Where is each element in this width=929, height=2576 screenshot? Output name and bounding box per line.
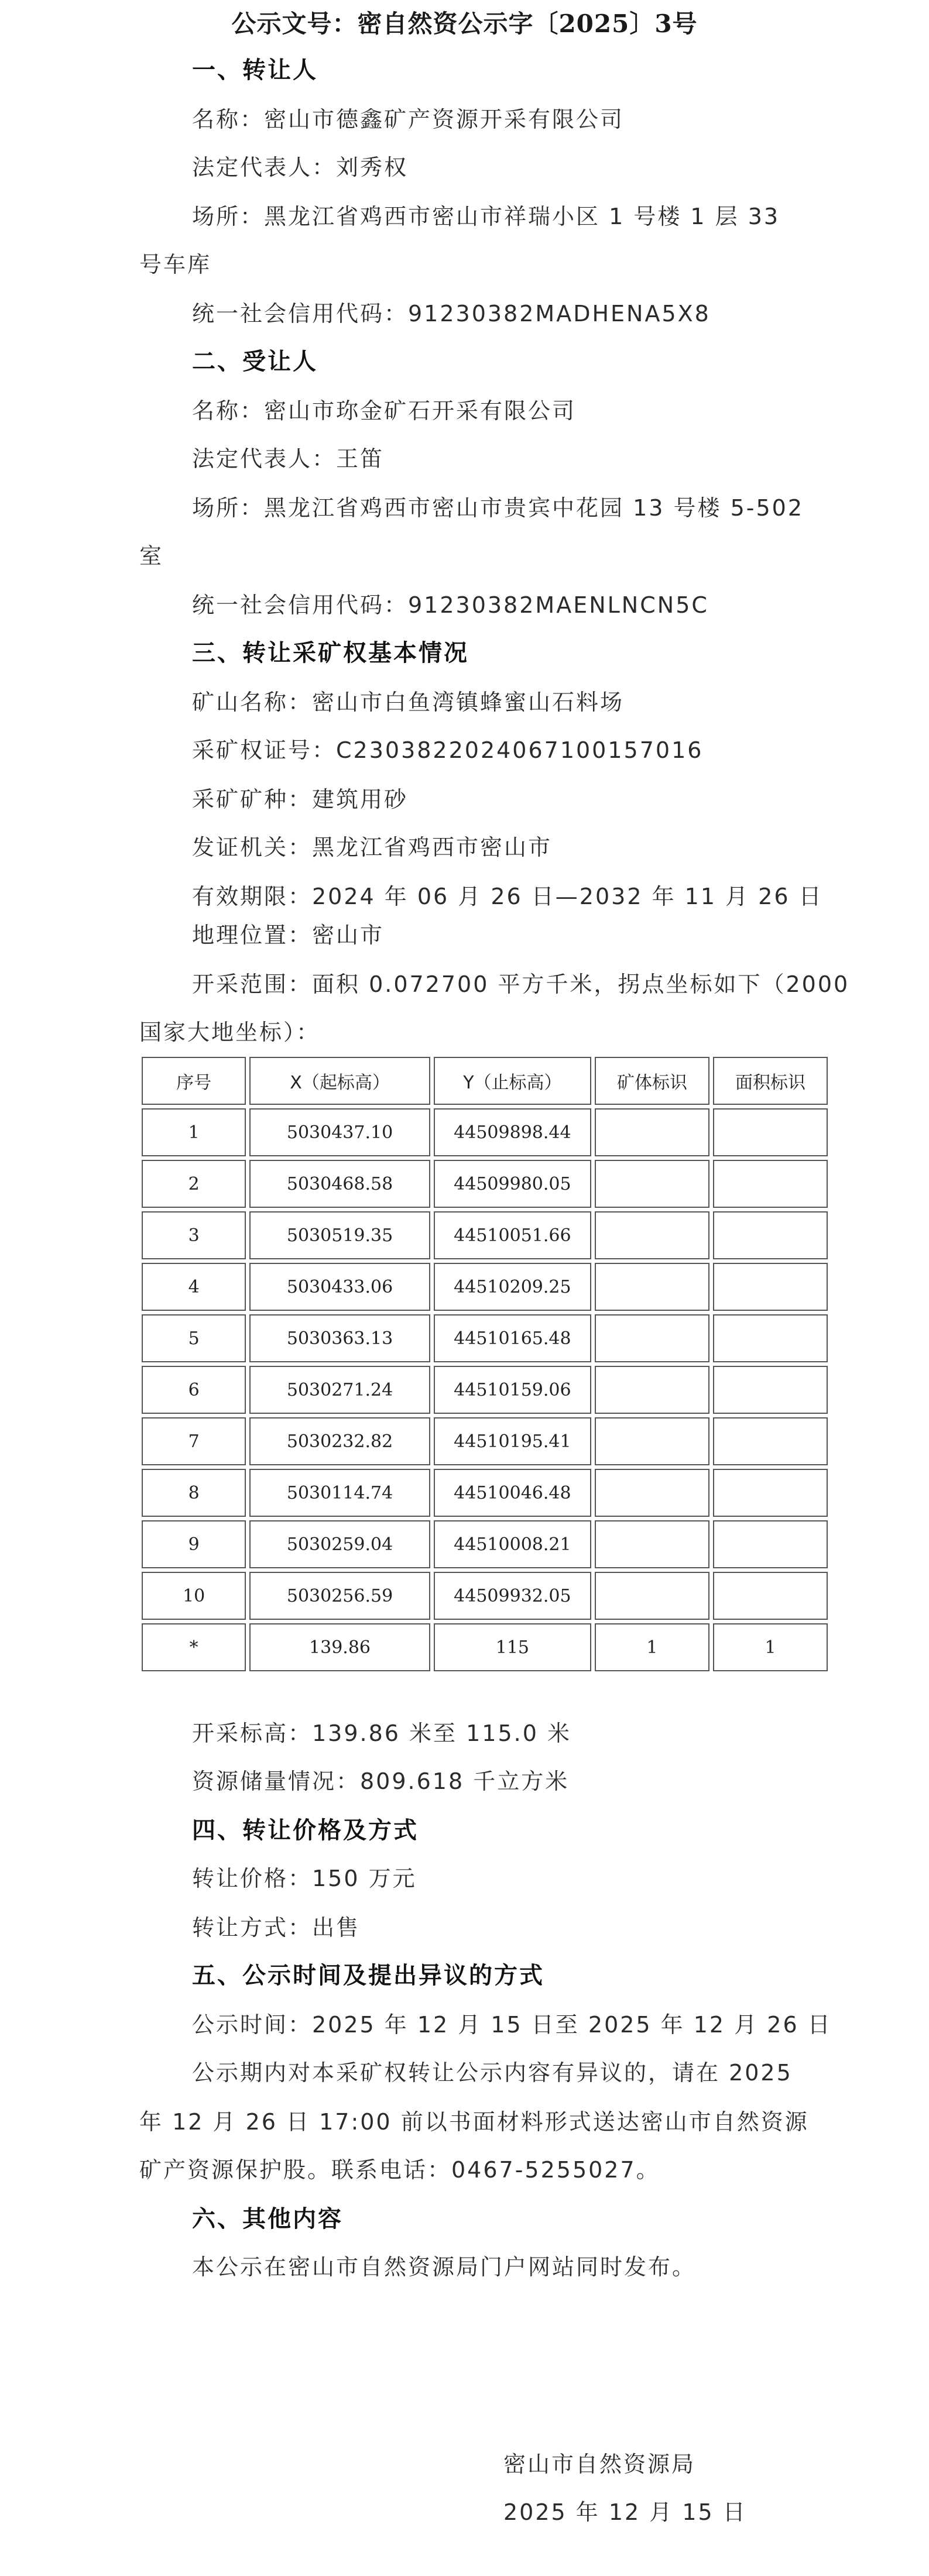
document-number-title: 公示文号：密自然资公示字〔2025〕3号 [231,9,698,38]
section-other-heading: 六、其他内容 [192,2206,343,2232]
transferor-credit-code: 统一社会信用代码：91230382MADHENA5X8 [192,301,711,327]
cell-y: 44510195.41 [434,1417,591,1465]
cell-ore-body-id [595,1211,709,1259]
cell-ore-body-id [595,1520,709,1568]
cell-ore-body-id: 1 [595,1623,709,1671]
cell-ore-body-id [595,1160,709,1208]
cell-x: 5030114.74 [249,1469,430,1517]
resource-reserve: 资源储量情况：809.618 千立方米 [192,1768,570,1794]
cell-x: 5030256.59 [249,1572,430,1620]
cell-end-elevation: 115 [434,1623,591,1671]
issue-date: 2025 年 12 月 15 日 [503,2499,747,2525]
objection-text-line3: 矿产资源保护股。联系电话：0467-5255027。 [139,2157,660,2183]
cell-y: 44510051.66 [434,1211,591,1259]
header-y: Y（止标高） [434,1057,591,1105]
table-row [142,1314,828,1362]
cell-x: 5030519.35 [249,1211,430,1259]
cell-x: 5030271.24 [249,1366,430,1414]
cell-ore-body-id [595,1469,709,1517]
cell-index: 8 [142,1469,246,1517]
section-price-heading: 四、转让价格及方式 [192,1817,419,1844]
table-row-elevation [142,1623,828,1671]
table-row [142,1108,828,1156]
transferee-address-line1: 场所：黑龙江省鸡西市密山市贵宾中花园 13 号楼 5-502 [192,495,804,521]
cell-y: 44509932.05 [434,1572,591,1620]
cell-area-id [713,1469,828,1517]
section-mining-right-heading: 三、转让采矿权基本情况 [192,640,469,667]
objection-text-line1: 公示期内对本采矿权转让公示内容有异议的，请在 2025 [192,2060,793,2086]
cell-ore-body-id [595,1108,709,1156]
mine-name: 矿山名称：密山市白鱼湾镇蜂蜜山石料场 [192,689,625,715]
mining-range-line1: 开采范围：面积 0.072700 平方千米，拐点坐标如下（2000 [192,971,850,997]
cell-area-id [713,1263,828,1311]
transferor-representative: 法定代表人：刘秀权 [192,154,409,180]
coordinates-table [138,1053,831,1675]
issuing-organization: 密山市自然资源局 [503,2451,696,2477]
table-row [142,1160,828,1208]
cell-y: 44510165.48 [434,1314,591,1362]
table-header-row [142,1057,828,1105]
table-row [142,1417,828,1465]
cell-y: 44510159.06 [434,1366,591,1414]
cell-index: 10 [142,1572,246,1620]
cell-area-id [713,1160,828,1208]
cell-area-id [713,1366,828,1414]
cell-area-id [713,1108,828,1156]
cell-y: 44509980.05 [434,1160,591,1208]
cell-index: 9 [142,1520,246,1568]
cell-ore-body-id [595,1263,709,1311]
transferor-address-line2: 号车库 [139,252,212,277]
cell-ore-body-id [595,1572,709,1620]
cell-index: 3 [142,1211,246,1259]
cell-x: 5030433.06 [249,1263,430,1311]
header-index: 序号 [142,1057,246,1105]
cell-ore-body-id [595,1417,709,1465]
mineral-type: 采矿矿种：建筑用砂 [192,786,409,812]
table-row [142,1469,828,1517]
transferor-name: 名称：密山市德鑫矿产资源开采有限公司 [192,107,625,132]
transferor-address-line1: 场所：黑龙江省鸡西市密山市祥瑞小区 1 号楼 1 层 33 [192,204,780,229]
objection-text-line2: 年 12 月 26 日 17:00 前以书面材料形式送达密山市自然资源 [139,2109,809,2135]
cell-x: 5030468.58 [249,1160,430,1208]
section-transferee-heading: 二、受让人 [192,348,318,375]
cell-x: 5030363.13 [249,1314,430,1362]
cell-area-id [713,1211,828,1259]
cell-area-id: 1 [713,1623,828,1671]
table-row [142,1366,828,1414]
section-transferor-heading: 一、转让人 [192,57,318,84]
section-objection-heading: 五、公示时间及提出异议的方式 [192,1962,544,1989]
transferee-address-line2: 室 [139,543,164,569]
cell-x: 5030437.10 [249,1108,430,1156]
validity-period: 有效期限：2024 年 06 月 26 日—2032 年 11 月 26 日 [192,884,823,909]
cell-index: 4 [142,1263,246,1311]
cell-index: 5 [142,1314,246,1362]
cell-y: 44510008.21 [434,1520,591,1568]
table-row [142,1263,828,1311]
cell-index: 6 [142,1366,246,1414]
mining-certificate-number: 采矿权证号：C2303822024067100157016 [192,737,704,763]
header-ore-body-id: 矿体标识 [595,1057,709,1105]
cell-area-id [713,1572,828,1620]
issuing-authority: 发证机关：黑龙江省鸡西市密山市 [192,834,553,860]
transferee-name: 名称：密山市珎金矿石开采有限公司 [192,398,577,424]
header-area-id: 面积标识 [713,1057,828,1105]
transfer-method: 转让方式：出售 [192,1915,361,1940]
cell-y: 44510046.48 [434,1469,591,1517]
cell-start-elevation: 139.86 [249,1623,430,1671]
notice-period: 公示时间：2025 年 12 月 15 日至 2025 年 12 月 26 日 [192,2012,832,2038]
cell-index: * [142,1623,246,1671]
cell-y: 44509898.44 [434,1108,591,1156]
table-row [142,1211,828,1259]
transfer-price: 转让价格：150 万元 [192,1866,417,1891]
cell-area-id [713,1417,828,1465]
table-row [142,1520,828,1568]
cell-x: 5030232.82 [249,1417,430,1465]
mining-range-line2: 国家大地坐标）： [139,1019,321,1045]
cell-index: 1 [142,1108,246,1156]
cell-area-id [713,1314,828,1362]
cell-area-id [713,1520,828,1568]
cell-index: 7 [142,1417,246,1465]
transferee-credit-code: 统一社会信用代码：91230382MAENLNCN5C [192,592,709,618]
table-row [142,1572,828,1620]
transferee-representative: 法定代表人：王笛 [192,446,385,472]
geographic-location: 地理位置：密山市 [192,922,385,948]
cell-ore-body-id [595,1366,709,1414]
cell-x: 5030259.04 [249,1520,430,1568]
cell-index: 2 [142,1160,246,1208]
header-x: X（起标高） [249,1057,430,1105]
cell-ore-body-id [595,1314,709,1362]
other-content-text: 本公示在密山市自然资源局门户网站同时发布。 [192,2254,697,2280]
cell-y: 44510209.25 [434,1263,591,1311]
mining-elevation: 开采标高：139.86 米至 115.0 米 [192,1720,571,1746]
